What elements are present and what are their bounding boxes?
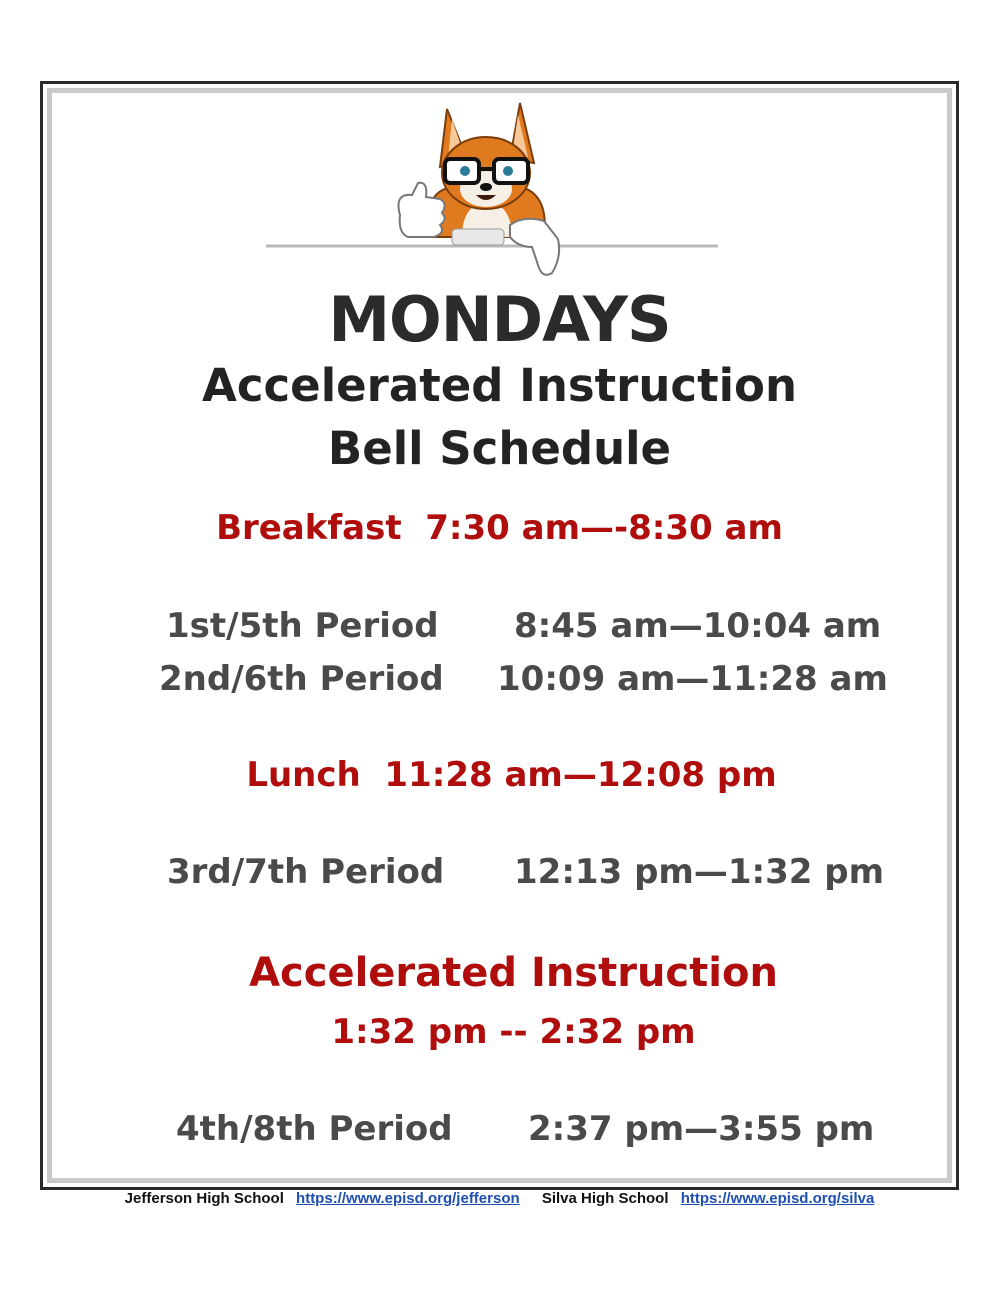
period-1-5-time: 8:45 am—10:04 am bbox=[514, 606, 882, 646]
period-1-5-name: 1st/5th Period bbox=[166, 606, 439, 646]
page-subtitle-line1: Accelerated Instruction bbox=[202, 359, 797, 412]
footer-link-jefferson[interactable]: https://www.episd.org/jefferson bbox=[296, 1190, 520, 1207]
accelerated-instruction-time: 1:32 pm -- 2:32 pm bbox=[331, 1012, 696, 1052]
period-4-8-name: 4th/8th Period bbox=[176, 1109, 453, 1149]
period-3-7-name: 3rd/7th Period bbox=[167, 852, 445, 892]
page-title: MONDAYS bbox=[328, 283, 671, 356]
footer-link-silva[interactable]: https://www.episd.org/silva bbox=[680, 1190, 875, 1207]
footer-school-jefferson: Jefferson High School bbox=[124, 1190, 284, 1207]
period-2-6-time: 10:09 am—11:28 am bbox=[497, 659, 888, 699]
footer bbox=[0, 1190, 999, 1207]
fox-mascot-icon bbox=[262, 97, 722, 287]
period-3-7-time: 12:13 pm—1:32 pm bbox=[514, 852, 884, 892]
breakfast-time: Breakfast 7:30 am—-8:30 am bbox=[216, 508, 783, 548]
footer-school-silva: Silva High School bbox=[541, 1190, 669, 1207]
accelerated-instruction-title: Accelerated Instruction bbox=[249, 950, 778, 996]
period-4-8-time: 2:37 pm—3:55 pm bbox=[528, 1109, 875, 1149]
lunch-time: Lunch 11:28 am—12:08 pm bbox=[246, 755, 777, 795]
period-2-6-name: 2nd/6th Period bbox=[159, 659, 444, 699]
page-subtitle-line2: Bell Schedule bbox=[327, 422, 672, 475]
